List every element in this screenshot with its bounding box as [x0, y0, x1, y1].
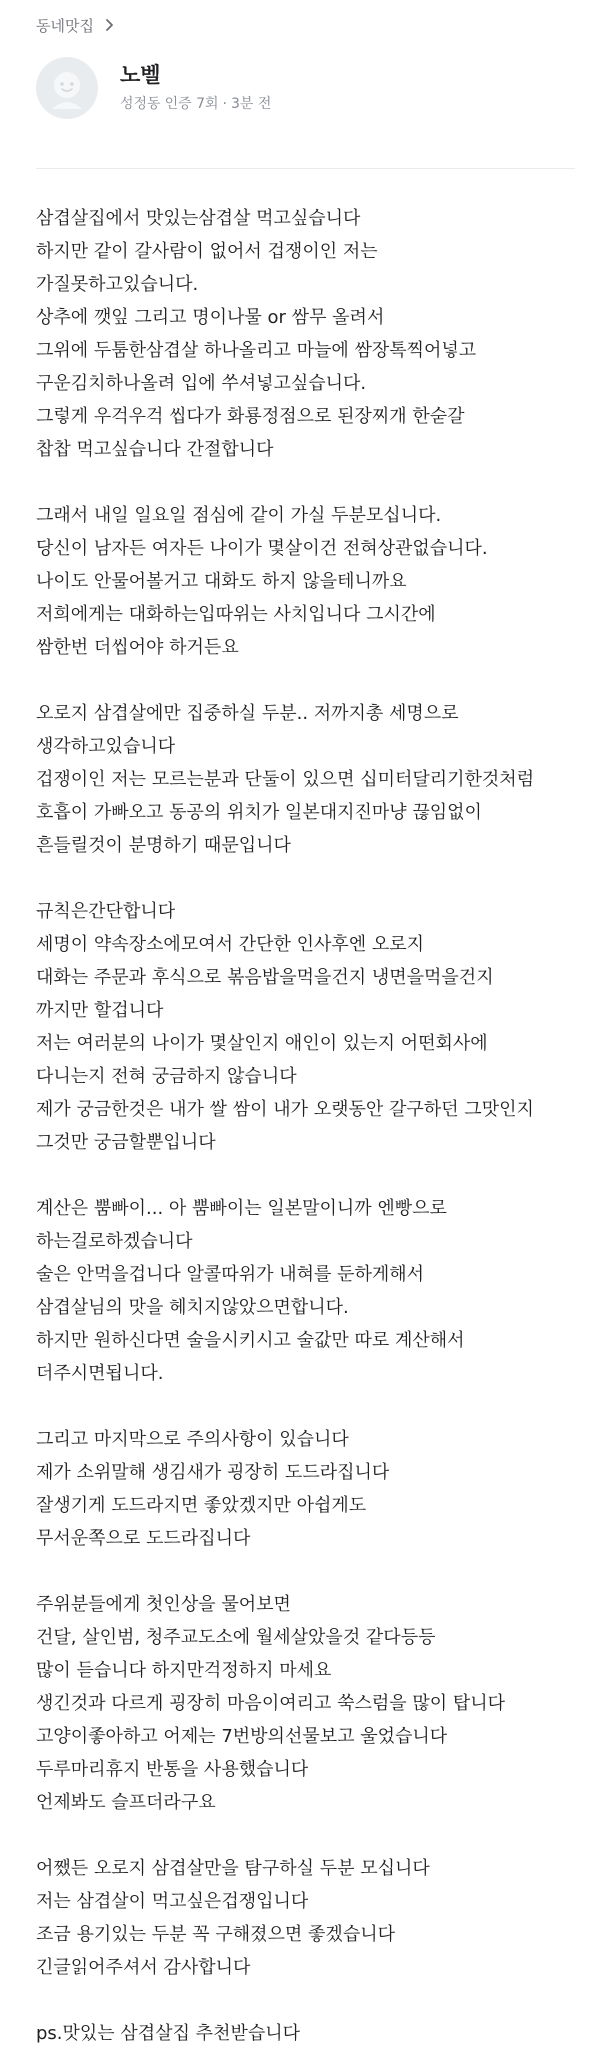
author-verification: 인증 7회 — [164, 96, 219, 112]
paragraph-gap — [36, 862, 596, 895]
post-text-line: 상추에 깻잎 그리고 명이나물 or 쌈무 올려서 — [36, 307, 385, 328]
post-text-line: 구운김치하나올려 입에 쑤셔넣고싶습니다. — [36, 373, 367, 394]
post-text-line: ps.맛있는 삼겹살집 추천받습니다 — [36, 2023, 301, 2044]
post-text-line: 그리고 마지막으로 주의사항이 있습니다 — [36, 1429, 349, 1450]
post-text-line: 건달, 살인범, 청주교도소에 월세살았을것 같다등등 — [36, 1627, 436, 1648]
post-time: 3분 전 — [230, 96, 272, 112]
post-paragraph — [36, 1852, 596, 1984]
author-nickname[interactable]: 노벨 — [120, 63, 161, 87]
post-paragraph — [36, 1588, 596, 1819]
post-paragraph — [36, 1192, 596, 1390]
post-text-line: 그렇게 우걱우걱 씹다가 화룡정점으로 된장찌개 한숟갈 — [36, 406, 465, 427]
post-text-line: 더주시면됩니다. — [36, 1363, 164, 1384]
post-text-line: 긴글읽어주셔서 감사합니다 — [36, 1957, 251, 1978]
paragraph-gap — [36, 1984, 596, 2017]
post-text-line: 무서운쪽으로 도드라집니다 — [36, 1528, 251, 1549]
post-text-line: 주위분들에게 첫인상을 물어보면 — [36, 1594, 291, 1615]
post-paragraph — [36, 697, 596, 862]
post-text-line: 가질못하고있습니다. — [36, 274, 199, 295]
post-text-line: 잘생기게 도드라지면 좋았겠지만 아쉽게도 — [36, 1495, 367, 1516]
post-text-line: 생긴것과 다르게 굉장히 마음이여리고 쑥스럼을 많이 탑니다 — [36, 1693, 506, 1714]
post-text-line: 오로지 삼겹살에만 집중하실 두분.. 저까지총 세명으로 — [36, 703, 459, 724]
post-paragraph — [36, 202, 596, 466]
post-text-line: 삼겹살님의 맛을 헤치지않았으면합니다. — [36, 1297, 349, 1318]
author-location: 성정동 — [120, 96, 161, 112]
post-text-line: 쌈한번 더씹어야 하거든요 — [36, 637, 239, 658]
author-subinfo — [120, 93, 271, 115]
default-profile-icon — [44, 65, 90, 111]
post-body — [36, 202, 596, 2050]
post-text-line: 그래서 내일 일요일 점심에 같이 가실 두분모십니다. — [36, 505, 442, 526]
post-text-line: 제가 소위말해 생김새가 굉장히 도드라집니다 — [36, 1462, 390, 1483]
post-text-line: 그것만 궁금할뿐입니다 — [36, 1132, 216, 1153]
divider — [36, 168, 575, 169]
post-text-line: 규칙은간단합니다 — [36, 901, 176, 922]
author-meta — [120, 61, 271, 115]
post-text-line: 그위에 두툼한삼겹살 하나올리고 마늘에 쌈장톡찍어넣고 — [36, 340, 477, 361]
post-paragraph — [36, 895, 596, 1159]
post-text-line: 하지만 원하신다면 술을시키시고 술값만 따로 계산해서 — [36, 1330, 465, 1351]
post-text-line: 겁쟁이인 저는 모르는분과 단둘이 있으면 십미터달리기한것처럼 — [36, 769, 535, 790]
post-text-line: 세명이 약속장소에모여서 간단한 인사후엔 오로지 — [36, 934, 425, 955]
post-text-line: 고양이좋아하고 어제는 7번방의선물보고 울었습니다 — [36, 1726, 448, 1747]
post-text-line: 나이도 안물어볼거고 대화도 하지 않을테니까요 — [36, 571, 407, 592]
post-text-line: 까지만 할겁니다 — [36, 1000, 164, 1021]
post-text-line: 제가 궁금한것은 내가 쌀 쌈이 내가 오랫동안 갈구하던 그맛인지 — [36, 1099, 534, 1120]
post-text-line: 저는 여러분의 나이가 몇살인지 애인이 있는지 어떤회사에 — [36, 1033, 488, 1054]
post-text-line: 찹찹 먹고싶습니다 간절합니다 — [36, 439, 274, 460]
meta-separator: · — [222, 96, 227, 112]
paragraph-gap — [36, 466, 596, 499]
post-text-line: 조금 용기있는 두분 꼭 구해졌으면 좋겠습니다 — [36, 1924, 395, 1945]
paragraph-gap — [36, 1819, 596, 1852]
post-text-line: 어쨌든 오로지 삼겹살만을 탐구하실 두분 모십니다 — [36, 1858, 430, 1879]
post-text-line: 하는걸로하겠습니다 — [36, 1231, 193, 1252]
post-paragraph — [36, 2017, 596, 2050]
post-text-line: 하지만 같이 갈사람이 없어서 겁쟁이인 저는 — [36, 241, 378, 262]
post-text-line: 삼겹살집에서 맛있는삼겹살 먹고싶습니다 — [36, 208, 361, 229]
avatar[interactable] — [36, 57, 98, 119]
paragraph-gap — [36, 1159, 596, 1192]
paragraph-gap — [36, 1390, 596, 1423]
post-paragraph — [36, 499, 596, 664]
paragraph-gap — [36, 664, 596, 697]
post-paragraph — [36, 1423, 596, 1555]
post-text-line: 생각하고있습니다 — [36, 736, 176, 757]
category-link[interactable] — [36, 14, 116, 36]
post-text-line: 언제봐도 슬프더라구요 — [36, 1792, 216, 1813]
post-text-line: 대화는 주문과 후식으로 볶음밥을먹을건지 냉면을먹을건지 — [36, 967, 494, 988]
post-text-line: 두루마리휴지 반통을 사용했습니다 — [36, 1759, 309, 1780]
post-text-line: 저희에게는 대화하는입따위는 사치입니다 그시간에 — [36, 604, 436, 625]
category-label: 동네맛집 — [36, 16, 94, 35]
post-text-line: 술은 안먹을겁니다 알콜따위가 내혀를 둔하게해서 — [36, 1264, 425, 1285]
post-text-line: 계산은 뿜빠이... 아 뿜빠이는 일본말이니까 엔빵으로 — [36, 1198, 447, 1219]
post-text-line: 다니는지 전혀 궁금하지 않습니다 — [36, 1066, 297, 1087]
post-text-line: 당신이 남자든 여자든 나이가 몇살이건 전혀상관없습니다. — [36, 538, 488, 559]
post-text-line: 저는 삼겹살이 먹고싶은겁쟁입니다 — [36, 1891, 309, 1912]
paragraph-gap — [36, 1555, 596, 1588]
post-text-line: 호흡이 가빠오고 동공의 위치가 일본대지진마냥 끊임없이 — [36, 802, 482, 823]
post-text-line: 흔들릴것이 분명하기 때문입니다 — [36, 835, 291, 856]
author-profile[interactable] — [36, 56, 575, 120]
chevron-right-icon — [102, 18, 116, 32]
post-text-line: 많이 듣습니다 하지만걱정하지 마세요 — [36, 1660, 332, 1681]
